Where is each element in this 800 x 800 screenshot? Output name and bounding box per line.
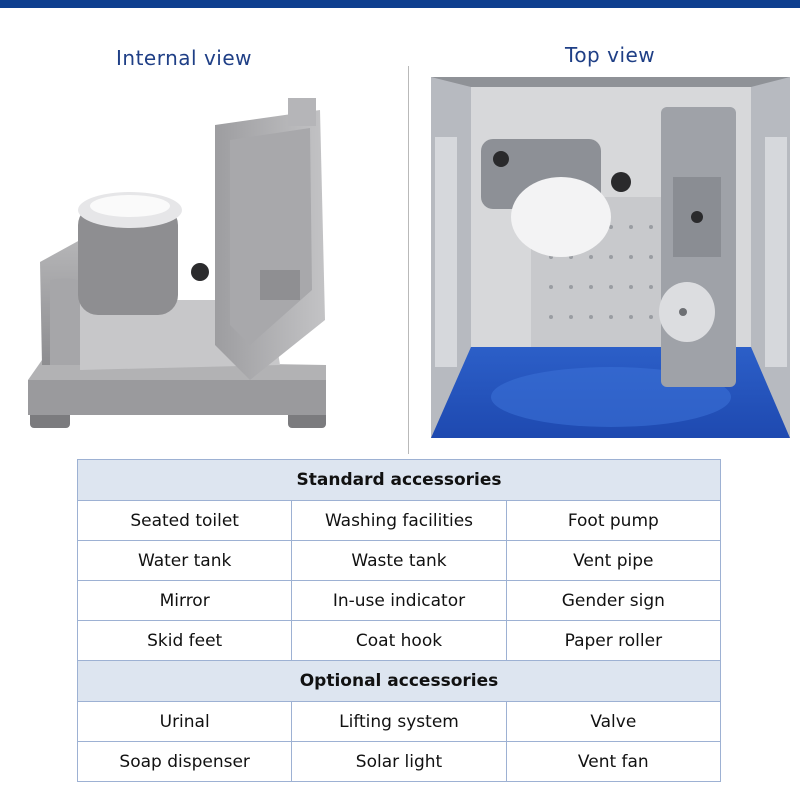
top-view-title: Top view [565,43,656,67]
table-row [78,541,721,581]
table-cell: Waste tank [292,541,506,581]
table-cell: Gender sign [506,581,720,621]
table-cell: Vent pipe [506,541,720,581]
internal-view-image [20,90,350,440]
table-cell: Washing facilities [292,501,506,541]
table-row [78,581,721,621]
table-cell: Skid feet [78,621,292,661]
table-cell: Mirror [78,581,292,621]
table-cell: Soap dispenser [78,742,292,782]
optional-header-row [78,661,721,702]
optional-accessories-header: Optional accessories [78,661,721,702]
table-row [78,742,721,782]
table-cell: Lifting system [292,702,506,742]
table-cell: Foot pump [506,501,720,541]
view-divider [408,66,409,454]
table-row [78,621,721,661]
table-cell: Solar light [292,742,506,782]
table-cell: Coat hook [292,621,506,661]
table-cell: Vent fan [506,742,720,782]
standard-accessories-header: Standard accessories [78,460,721,501]
table-cell: Urinal [78,702,292,742]
table-cell: Valve [506,702,720,742]
table-cell: Paper roller [506,621,720,661]
standard-header-row [78,460,721,501]
accessories-table [77,459,721,782]
table-cell: Water tank [78,541,292,581]
table-cell: Seated toilet [78,501,292,541]
table-cell: In-use indicator [292,581,506,621]
table-row [78,501,721,541]
table-row [78,702,721,742]
internal-view-title: Internal view [116,46,252,70]
top-accent-bar [0,0,800,8]
top-view-image [431,77,790,438]
